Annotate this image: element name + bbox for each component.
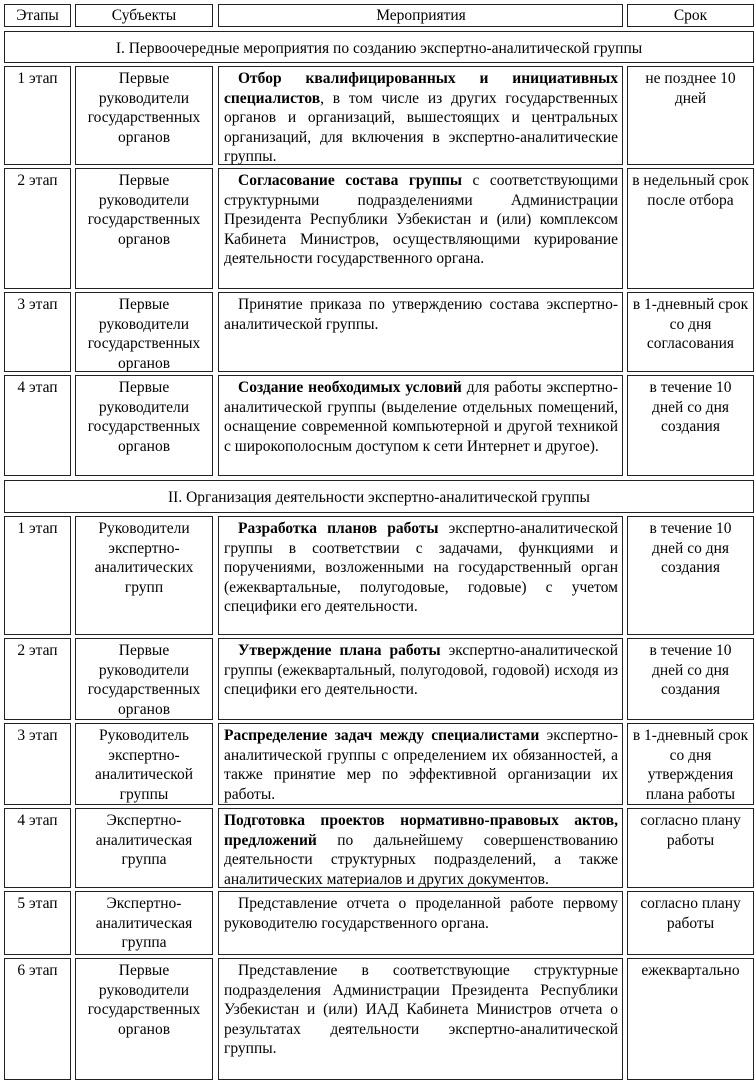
subject-cell: Первые руководители государственных органов <box>75 638 213 720</box>
stage-cell: 2 этап <box>4 638 71 720</box>
action-text: , в том числе из других государственных органов и организаций, вышестоящих и центральных организаций, для включения в экспертно-аналитические группы. <box>224 89 618 165</box>
section-title: I. Первоочередные мероприятия по созданию экспертно-аналитической группы <box>4 31 754 63</box>
action-cell <box>218 808 623 888</box>
action-cell <box>218 516 623 635</box>
table-row <box>0 723 756 805</box>
subject-cell: Первые руководители государственных органов <box>75 292 213 372</box>
action-text: экспертно-аналитической группы (ежеквартальный, полугодовой, годовой) исходя из специфики его деятельности. <box>224 642 618 698</box>
action-text: для работы экспертно-аналитической группы (выделение отдельных помещений, оснащение современной компьютерной и другой техникой с широкополосным доступом к сети Интернет и другое). <box>224 379 618 455</box>
table-row <box>0 292 756 372</box>
subject-cell: Руководители экспертно-аналитических групп <box>75 516 213 635</box>
stage-cell: 2 этап <box>4 168 71 289</box>
subject-cell: Руководитель экспертно-аналитической группы <box>75 723 213 805</box>
action-text: Принятие приказа по утверждению состава экспертно-аналитической группы. <box>224 296 618 333</box>
subject-cell: Первые руководители государственных органов <box>75 168 213 289</box>
action-text: Представление в соответствующие структурные подразделения Администрации Президента Республики Узбекистан и (или) ИАД Кабинета Министров отчета о результатах деятельности экспертно-аналитической группы. <box>224 962 618 1057</box>
action-cell <box>218 891 623 955</box>
action-cell <box>218 66 623 165</box>
term-cell: ежеквартально <box>627 958 754 1080</box>
term-cell: в течение 10 дней со дня создания <box>627 516 754 635</box>
table-row <box>0 516 756 635</box>
table-row <box>0 808 756 888</box>
table-row <box>0 168 756 289</box>
stage-cell: 3 этап <box>4 292 71 372</box>
action-text: Представление отчета о проделанной работе первому руководителю государственного органа. <box>224 895 618 932</box>
term-cell: согласно плану работы <box>627 891 754 955</box>
action-bold: Утверждение плана работы <box>238 642 441 659</box>
term-cell: в течение 10 дней со дня создания <box>627 638 754 720</box>
stage-cell: 1 этап <box>4 66 71 165</box>
term-cell: в 1-дневный срок со дня утверждения плана работы <box>627 723 754 805</box>
section-title: II. Организация деятельности экспертно-аналитической группы <box>4 480 754 513</box>
header-subject: Субъекты <box>75 4 213 27</box>
term-cell: не позднее 10 дней <box>627 66 754 165</box>
term-cell: в 1-дневный срок со дня согласования <box>627 292 754 372</box>
stage-cell: 6 этап <box>4 958 71 1080</box>
stage-cell: 4 этап <box>4 808 71 888</box>
table-header <box>0 4 756 27</box>
table-row <box>0 958 756 1080</box>
table-row <box>0 66 756 165</box>
stage-cell: 1 этап <box>4 516 71 635</box>
action-bold: Создание необходимых условий <box>238 379 462 396</box>
table-row <box>0 375 756 476</box>
header-stage: Этапы <box>4 4 71 27</box>
stage-cell: 5 этап <box>4 891 71 955</box>
action-bold: Распределение задач между специалистами <box>224 727 540 744</box>
subject-cell: Экспертно-аналитическая группа <box>75 891 213 955</box>
action-text: по дальнейшему совершенствованию деятельности структурных подразделений, а также аналитических материалов и других документов. <box>224 831 618 888</box>
action-cell <box>218 168 623 289</box>
term-cell: в течение 10 дней со дня создания <box>627 375 754 476</box>
action-bold: Подготовка проектов нормативно-правовых актов, предложений <box>224 812 618 849</box>
subject-cell: Экспертно-аналитическая группа <box>75 808 213 888</box>
section-title-row <box>0 480 756 513</box>
term-cell: согласно плану работы <box>627 808 754 888</box>
action-bold: Согласование состава группы <box>238 172 463 189</box>
term-cell: в недельный срок после отбора <box>627 168 754 289</box>
table-row <box>0 638 756 720</box>
action-cell <box>218 375 623 476</box>
action-text: с соответствующими структурными подразделениями Администрации Президента Республики Узбекистан и (или) комплексом Кабинета Министров, осуществляющими курирование деятельности государственного органа. <box>224 172 618 267</box>
subject-cell: Первые руководители государственных органов <box>75 66 213 165</box>
stage-cell: 3 этап <box>4 723 71 805</box>
stage-cell: 4 этап <box>4 375 71 476</box>
action-cell <box>218 958 623 1080</box>
action-text: экспертно-аналитической группы в соответствии с задачами, функциями и поручениями, возложенными на государственный орган (ежеквартальные, полугодовые, годовые) с учетом специфики его деятельности. <box>224 520 618 615</box>
action-cell <box>218 723 623 805</box>
action-bold: Отбор квалифицированных и инициативных специалистов <box>224 70 618 107</box>
action-cell <box>218 292 623 372</box>
table-row <box>0 891 756 955</box>
header-term: Срок <box>627 4 754 27</box>
action-text: экспертно-аналитической группы с определением их обязанностей, а также принятие мер по эффективной организации их работы. <box>224 727 618 803</box>
section-title-row <box>0 31 756 63</box>
subject-cell: Первые руководители государственных органов <box>75 375 213 476</box>
action-bold: Разработка планов работы <box>238 520 439 537</box>
header-action: Мероприятия <box>218 4 623 27</box>
subject-cell: Первые руководители государственных органов <box>75 958 213 1080</box>
action-cell <box>218 638 623 720</box>
